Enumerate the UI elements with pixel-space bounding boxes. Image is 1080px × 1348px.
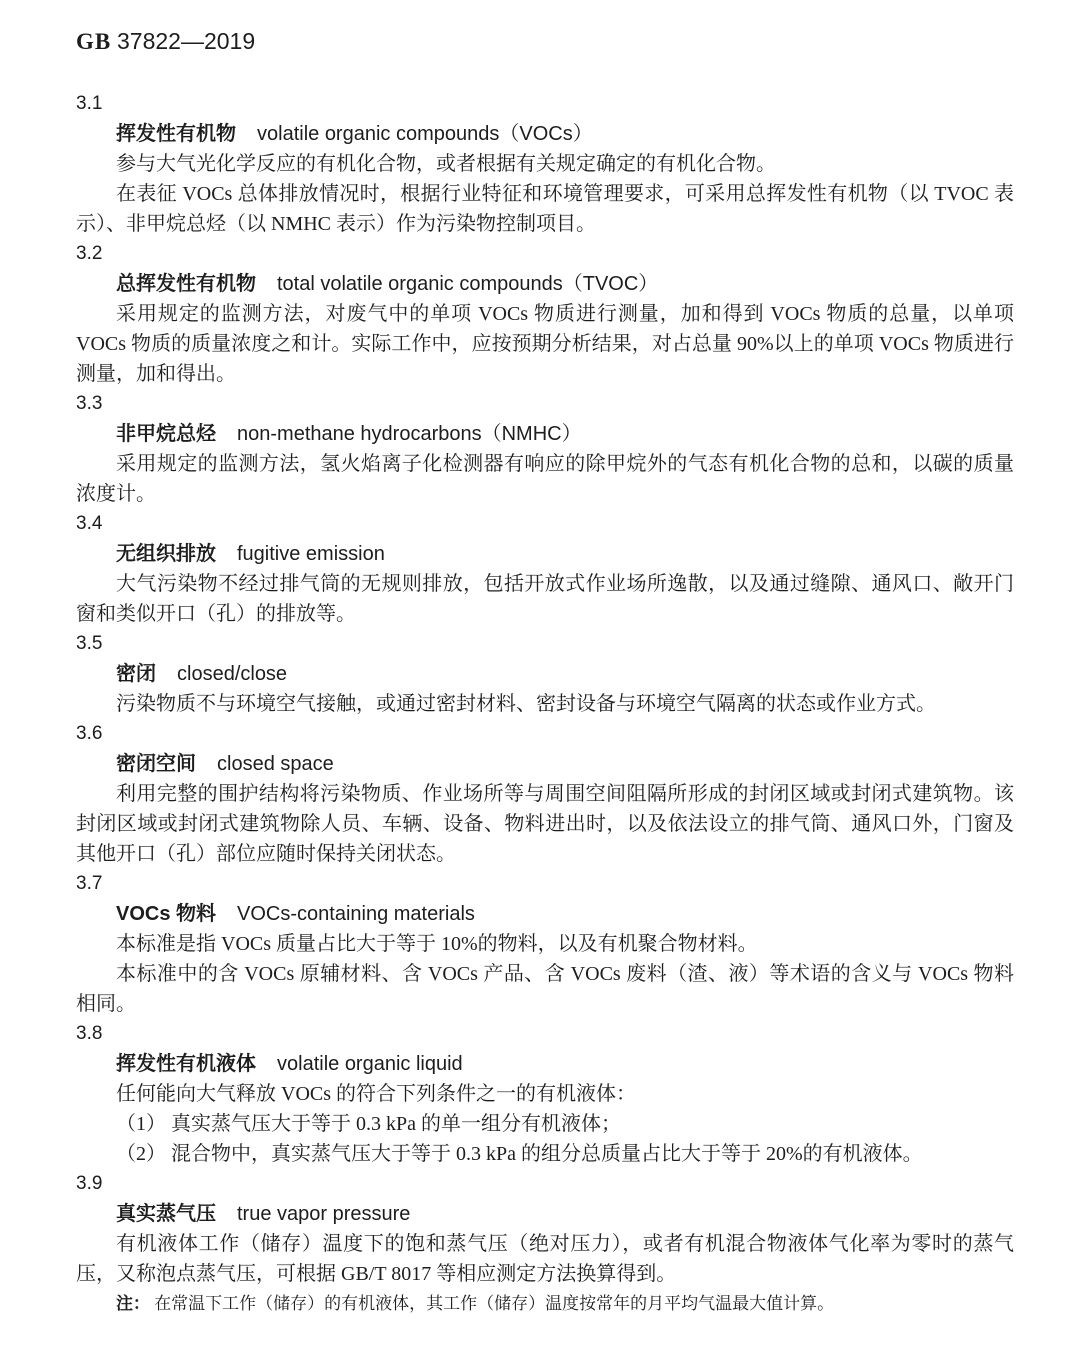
definition-paragraph: 在表征 VOCs 总体排放情况时，根据行业特征和环境管理要求，可采用总挥发性有机物（以 TVOC 表示）、非甲烷总烃（以 NMHC 表示）作为污染物控制项目。 [76, 183, 1014, 235]
term-chinese: VOCs 物料 [116, 903, 217, 925]
section-number: 3.9 [76, 1173, 103, 1194]
term-chinese: 真实蒸气压 [116, 1203, 216, 1225]
section-number: 3.4 [76, 513, 103, 534]
definition-paragraph: 本标准中的含 VOCs 原辅材料、含 VOCs 产品、含 VOCs 废料（渣、液）等术语的含义与 VOCs 物料相同。 [76, 963, 1014, 1015]
note-label: 注： [115, 1294, 150, 1313]
term-english: volatile organic compounds（VOCs） [257, 123, 593, 145]
definition-paragraph: 本标准是指 VOCs 质量占比大于等于 10%的物料，以及有机聚合物材料。 [116, 933, 758, 955]
term-english: fugitive emission [237, 543, 385, 565]
term-heading [76, 1199, 1014, 1229]
document-code-header [76, 26, 1014, 57]
term-heading [76, 419, 1014, 449]
definition-paragraph: 有机液体工作（储存）温度下的饱和蒸气压（绝对压力），或者有机混合物液体气化率为零时的蒸气压，又称泡点蒸气压，可根据 GB/T 8017 等相应测定方法换算得到。 [76, 1233, 1014, 1285]
section-number: 3.2 [76, 243, 103, 264]
term-chinese: 密闭空间 [116, 753, 196, 775]
section-3-4 [76, 509, 1014, 629]
term-heading [76, 269, 1014, 299]
definition-paragraph: 参与大气光化学反应的有机化合物，或者根据有关规定确定的有机化合物。 [116, 153, 776, 175]
term-heading [76, 539, 1014, 569]
definition-paragraph: 利用完整的围护结构将污染物质、作业场所等与周围空间阻隔所形成的封闭区域或封闭式建筑物。该封闭区域或封闭式建筑物除人员、车辆、设备、物料进出时，以及依法设立的排气筒、通风口外，门窗及其他开口（孔）部位应随时保持关闭状态。 [76, 783, 1014, 865]
term-heading [76, 659, 1014, 689]
section-3-3 [76, 389, 1014, 509]
note [76, 1289, 1014, 1319]
term-chinese: 挥发性有机物 [116, 123, 236, 145]
term-heading [76, 899, 1014, 929]
term-heading [76, 1049, 1014, 1079]
term-english: volatile organic liquid [277, 1053, 463, 1075]
term-chinese: 无组织排放 [116, 543, 216, 565]
definition-paragraph: 污染物质不与环境空气接触，或通过密封材料、密封设备与环境空气隔离的状态或作业方式。 [116, 693, 936, 715]
section-3-7 [76, 869, 1014, 1019]
list-item-1: （1） 真实蒸气压大于等于 0.3 kPa 的单一组分有机液体； [116, 1113, 621, 1135]
section-3-8 [76, 1019, 1014, 1169]
definition-paragraph: 大气污染物不经过排气筒的无规则排放，包括开放式作业场所逸散，以及通过缝隙、通风口、敞开门窗和类似开口（孔）的排放等。 [76, 573, 1014, 625]
term-english: total volatile organic compounds（TVOC） [277, 273, 659, 295]
term-chinese: 密闭 [116, 663, 156, 685]
term-heading [76, 749, 1014, 779]
section-number: 3.1 [76, 93, 103, 114]
term-english: VOCs-containing materials [237, 903, 475, 925]
section-number: 3.5 [76, 633, 103, 654]
term-english: non-methane hydrocarbons（NMHC） [237, 423, 582, 445]
term-chinese: 非甲烷总烃 [116, 423, 216, 445]
definition-paragraph: 采用规定的监测方法，氢火焰离子化检测器有响应的除甲烷外的气态有机化合物的总和，以碳的质量浓度计。 [76, 453, 1014, 505]
section-3-5 [76, 629, 1014, 719]
definition-paragraph: 采用规定的监测方法，对废气中的单项 VOCs 物质进行测量，加和得到 VOCs 物质的总量，以单项 VOCs 物质的质量浓度之和计。实际工作中，应按预期分析结果，对占总量 90%以上的单项 VOCs 物质进行测量，加和得出。 [76, 303, 1014, 385]
section-number: 3.3 [76, 393, 103, 414]
term-english: closed space [217, 753, 334, 775]
section-3-9 [76, 1169, 1014, 1319]
list-item-2: （2） 混合物中，真实蒸气压大于等于 0.3 kPa 的组分总质量占比大于等于 20%的有机液体。 [116, 1143, 923, 1165]
section-number: 3.7 [76, 873, 103, 894]
section-number: 3.8 [76, 1023, 103, 1044]
section-3-6 [76, 719, 1014, 869]
section-3-2 [76, 239, 1014, 389]
standard-code-prefix: GB [76, 29, 112, 54]
standard-code-number: 37822—2019 [116, 28, 256, 54]
term-heading [76, 119, 1014, 149]
definition-paragraph: 任何能向大气释放 VOCs 的符合下列条件之一的有机液体： [116, 1083, 637, 1105]
section-3-1 [76, 89, 1014, 239]
term-english: true vapor pressure [237, 1203, 411, 1225]
term-chinese: 总挥发性有机物 [116, 273, 256, 295]
term-chinese: 挥发性有机液体 [116, 1053, 256, 1075]
term-english: closed/close [177, 663, 288, 685]
section-number: 3.6 [76, 723, 103, 744]
note-text: 在常温下工作（储存）的有机液体，其工作（储存）温度按常年的月平均气温最大值计算。 [154, 1294, 835, 1313]
